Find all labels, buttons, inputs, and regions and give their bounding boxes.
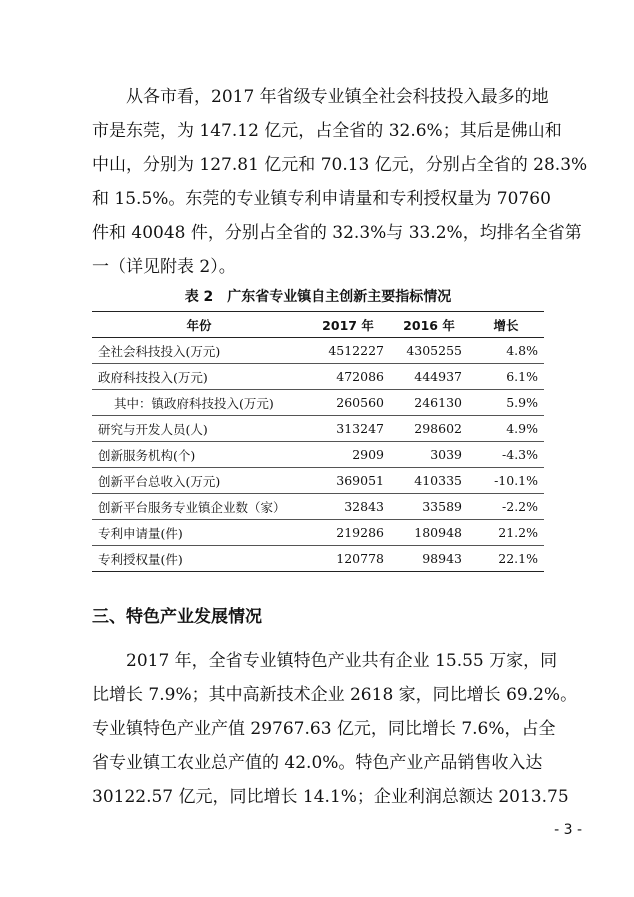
text-line: 省专业镇工农业总产值的 42.0%。特色产业产品销售收入达 <box>92 753 543 773</box>
table-row <box>92 416 544 442</box>
text-line: 专业镇特色产业产值 29767.63 亿元，同比增长 7.6%，占全 <box>92 719 556 739</box>
indicator-table <box>92 311 544 572</box>
value-2017: 120778 <box>306 546 390 572</box>
value-2017: 260560 <box>306 390 390 416</box>
value-growth: 4.9% <box>468 416 544 442</box>
table-row <box>92 364 544 390</box>
section-heading: 三、特色产业发展情况 <box>92 607 262 627</box>
table-caption: 表 2 广东省专业镇自主创新主要指标情况 <box>184 289 452 305</box>
value-growth: 21.2% <box>468 520 544 546</box>
row-label: 全社会科技投入(万元) <box>92 338 306 364</box>
value-growth: -2.2% <box>468 494 544 520</box>
text-line: 中山，分别为 127.81 亿元和 70.13 亿元，分别占全省的 28.3% <box>92 155 588 175</box>
row-label: 创新平台总收入(万元) <box>92 468 306 494</box>
header-growth: 增长 <box>468 312 544 338</box>
value-2016: 180948 <box>390 520 468 546</box>
value-2016: 298602 <box>390 416 468 442</box>
text-line: 一（详见附表 2）。 <box>92 257 236 277</box>
text-line: 件和 40048 件，分别占全省的 32.3%与 33.2%，均排名全省第 <box>92 223 582 243</box>
value-2016: 3039 <box>390 442 468 468</box>
text-line: 从各市看，2017 年省级专业镇全社会科技投入最多的地 <box>92 87 549 107</box>
table-row <box>92 338 544 364</box>
row-label: 专利申请量(件) <box>92 520 306 546</box>
value-2016: 4305255 <box>390 338 468 364</box>
intro-paragraph <box>92 80 588 284</box>
page-number: - 3 - <box>554 822 582 838</box>
table-row <box>92 390 544 416</box>
row-label: 研究与开发人员(人) <box>92 416 306 442</box>
value-2017: 32843 <box>306 494 390 520</box>
value-2016: 246130 <box>390 390 468 416</box>
text-line: 30122.57 亿元，同比增长 14.1%；企业利润总额达 2013.75 <box>92 787 569 807</box>
text-line: 和 15.5%。东莞的专业镇专利申请量和专利授权量为 70760 <box>92 189 551 209</box>
value-growth: 6.1% <box>468 364 544 390</box>
value-growth: 5.9% <box>468 390 544 416</box>
value-2016: 33589 <box>390 494 468 520</box>
value-2017: 313247 <box>306 416 390 442</box>
value-growth: -4.3% <box>468 442 544 468</box>
table-row <box>92 546 544 572</box>
row-label: 专利授权量(件) <box>92 546 306 572</box>
value-2016: 444937 <box>390 364 468 390</box>
value-2017: 369051 <box>306 468 390 494</box>
text-line: 市是东莞，为 147.12 亿元，占全省的 32.6%；其后是佛山和 <box>92 121 562 141</box>
header-2017: 2017 年 <box>306 312 390 338</box>
value-2017: 472086 <box>306 364 390 390</box>
table-row <box>92 494 544 520</box>
value-growth: 4.8% <box>468 338 544 364</box>
row-label: 政府科技投入(万元) <box>92 364 306 390</box>
value-growth: -10.1% <box>468 468 544 494</box>
value-2016: 410335 <box>390 468 468 494</box>
value-growth: 22.1% <box>468 546 544 572</box>
header-year: 年份 <box>92 312 306 338</box>
table-header-row <box>92 312 544 338</box>
value-2017: 4512227 <box>306 338 390 364</box>
row-label: 创新平台服务专业镇企业数（家） <box>92 494 306 520</box>
industry-paragraph <box>92 644 578 814</box>
table-row <box>92 520 544 546</box>
table-row <box>92 442 544 468</box>
table-row <box>92 468 544 494</box>
row-label: 其中：镇政府科技投入(万元) <box>92 390 306 416</box>
text-line: 2017 年，全省专业镇特色产业共有企业 15.55 万家，同 <box>92 651 558 671</box>
value-2016: 98943 <box>390 546 468 572</box>
value-2017: 219286 <box>306 520 390 546</box>
header-2016: 2016 年 <box>390 312 468 338</box>
value-2017: 2909 <box>306 442 390 468</box>
text-line: 比增长 7.9%；其中高新技术企业 2618 家，同比增长 69.2%。 <box>92 685 578 705</box>
row-label: 创新服务机构(个) <box>92 442 306 468</box>
